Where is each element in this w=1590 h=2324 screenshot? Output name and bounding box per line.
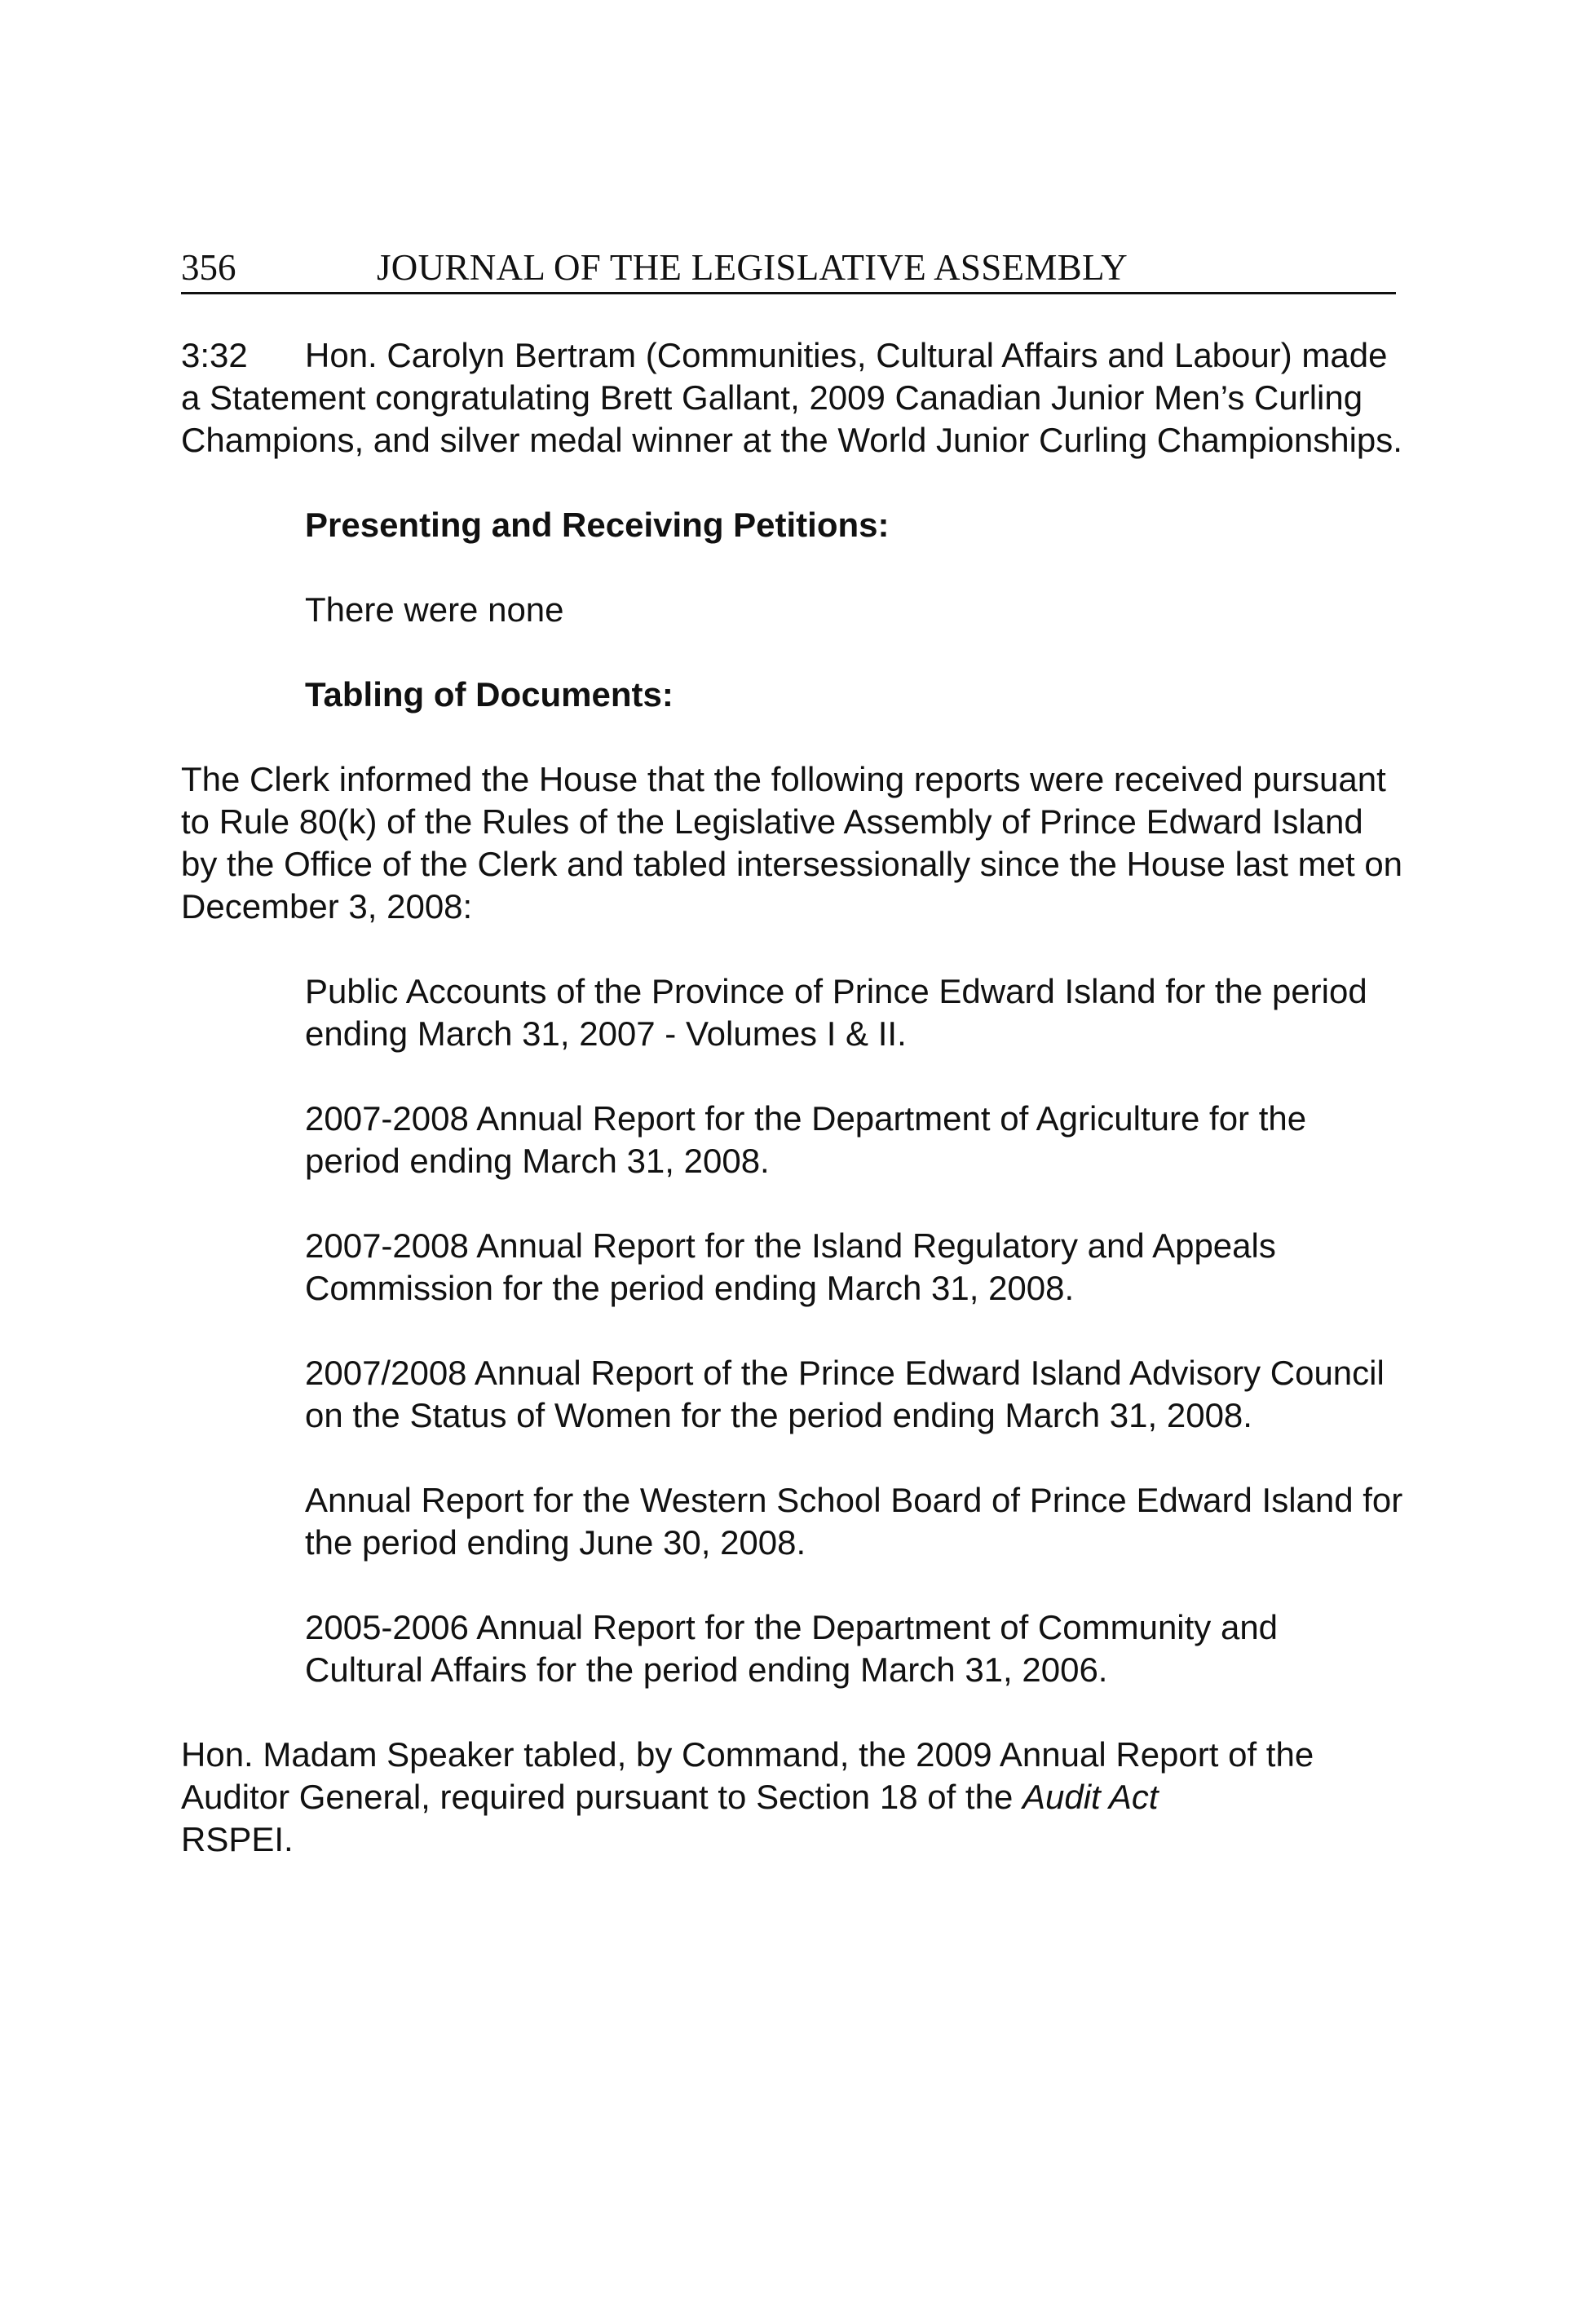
journal-title: JOURNAL OF THE LEGISLATIVE ASSEMBLY	[377, 247, 1128, 288]
statement-paragraph	[181, 334, 1404, 462]
speaker-tabling-paragraph	[181, 1734, 1404, 1861]
report-item: 2007-2008 Annual Report for the Island Regulatory and Appeals Commission for the period ending March 31, 2008.	[305, 1226, 1276, 1307]
report-item: 2007/2008 Annual Report of the Prince Edward Island Advisory Council on the Status of Women for the period ending March 31, 2008.	[305, 1354, 1385, 1434]
report-list	[305, 970, 1404, 1691]
report-item: Public Accounts of the Province of Prince Edward Island for the period ending March 31, 2007 - Volumes I & II.	[305, 972, 1367, 1053]
report-item: 2007-2008 Annual Report for the Department of Agriculture for the period ending March 31, 2008.	[305, 1099, 1307, 1180]
tabling-intro: The Clerk informed the House that the following reports were received pursuant to Rule 80(k) of the Rules of the Legislative Assembly of Prince Edward Island by the Office of the Clerk and tabled intersessionally since the House last met on December 3, 2008:	[181, 760, 1403, 926]
speaker-tabling-text: Hon. Madam Speaker tabled, by Command, the 2009 Annual Report of the Auditor General, required pursuant to Section 18 of the	[181, 1735, 1314, 1816]
page-number: 356	[181, 247, 236, 288]
report-item: Annual Report for the Western School Board of Prince Edward Island for the period ending June 30, 2008.	[305, 1481, 1403, 1562]
report-item: 2005-2006 Annual Report for the Department of Community and Cultural Affairs for the period ending March 31, 2006.	[305, 1608, 1279, 1689]
speaker-tabling-tail: RSPEI.	[181, 1820, 294, 1858]
page-header	[181, 243, 1396, 294]
tabling-heading: Tabling of Documents:	[305, 675, 674, 714]
statement-text: Hon. Carolyn Bertram (Communities, Cultural Affairs and Labour) made a Statement congratulating Brett Gallant, 2009 Canadian Junior Men’s Curling Champions, and silver medal winner at the World Junior Curling Championships.	[181, 336, 1402, 459]
statement-time: 3:32	[181, 336, 248, 374]
page-body	[181, 334, 1404, 1903]
petitions-heading: Presenting and Receiving Petitions:	[305, 506, 890, 544]
petitions-text: There were none	[305, 590, 564, 629]
audit-act-title: Audit Act	[1022, 1778, 1159, 1816]
